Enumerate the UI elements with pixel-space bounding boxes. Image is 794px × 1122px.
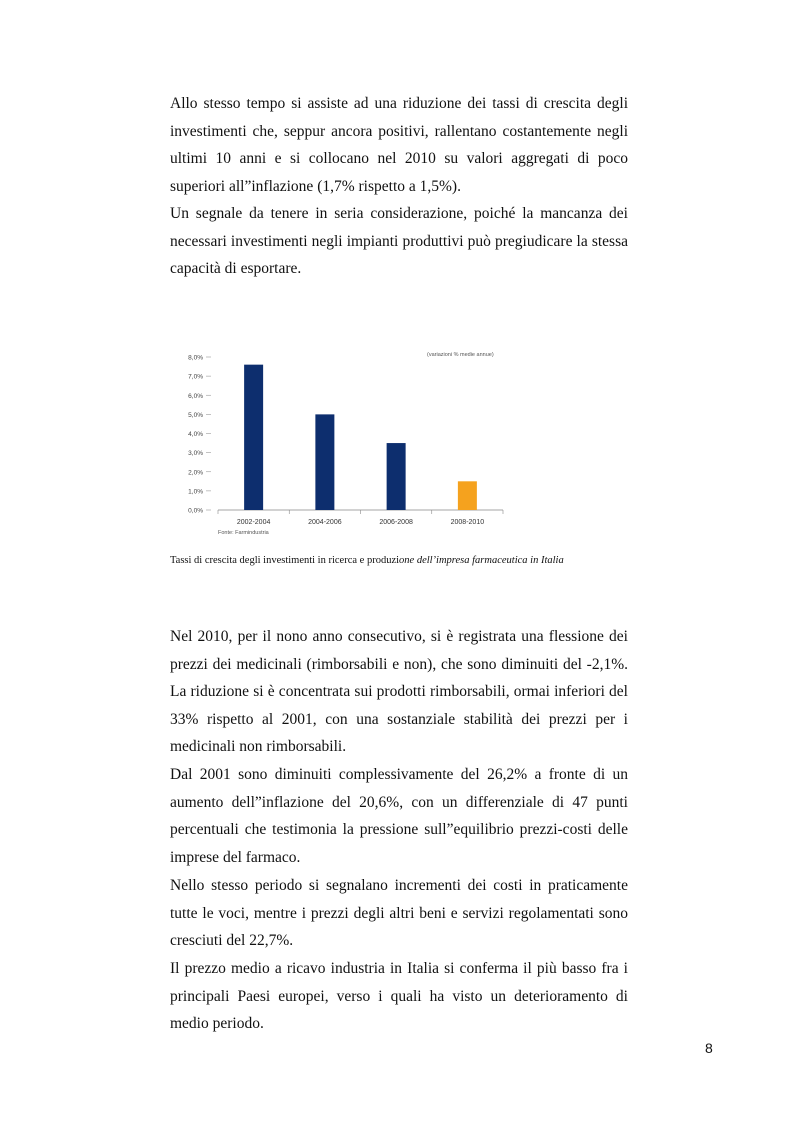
paragraph-6: Il prezzo medio a ricavo industria in Italia si conferma il più basso fra i principali Paesi europei, verso i quali ha visto un deterioramento di medio periodo. [170,960,628,1032]
y-tick-label: 4,0% [188,431,203,438]
x-tick-label: 2002-2004 [236,519,271,526]
paragraph-3: Nel 2010, per il nono anno consecutivo, si è registrata una flessione dei prezzi dei medicinali (rimborsabili e non), che sono diminuiti del -2,1%. La riduzione si è concentrata sui prodotti rimborsabili, ormai inferiori del 33% rispetto al 2001, con una sostanziale stabilità dei prezzi per i medicinali non rimborsabili. [170,628,628,755]
paragraph-2: Un segnale da tenere in seria considerazione, poiché la mancanza dei necessari investimenti negli impianti produttivi può pregiudicare la stessa capacità di esportare. [170,205,628,277]
chart-caption [170,555,564,566]
chart-source: Fonte: Farmindustria [218,530,269,536]
x-tick-label: 2004-2006 [308,519,342,526]
y-tick-label: 3,0% [188,450,203,458]
bar-2006-2008 [387,443,406,510]
bar-2008-2010 [458,481,477,510]
paragraph-1: Allo stesso tempo si assiste ad una riduzione dei tassi di crescita degli investimenti che, seppur ancora positivi, rallentano costantemente negli ultimi 10 anni e si collocano nel 2010 su valori aggregati di poco superiori all”inflazione (1,7% rispetto a 1,5%). [170,95,628,195]
chart-annotation: (variazioni % medie annue) [427,352,494,358]
y-tick-label: 7,0% [188,373,203,381]
y-tick-label: 0,0% [188,507,203,515]
bar-2004-2006 [315,414,334,510]
caption-italic: one dell’impresa farmaceutica in Italia [399,555,564,566]
y-tick-label: 6,0% [188,392,203,400]
x-tick-label: 2006-2008 [379,519,413,526]
bar-chart-svg [170,342,520,542]
paragraph-5: Nello stesso periodo si segnalano incrementi dei costi in praticamente tutte le voci, mentre i prezzi degli altri beni e servizi regolamentati sono cresciuti del 22,7%. [170,877,628,949]
bar-2002-2004 [244,365,263,510]
page-number: 8 [705,1040,713,1056]
investment-growth-chart [170,342,520,542]
y-tick-label: 2,0% [188,469,203,477]
paragraph-4: Dal 2001 sono diminuiti complessivamente del 26,2% a fronte di un aumento dell”inflazione del 20,6%, con un differenziale di 47 punti percentuali che testimonia la pressione sull”equilibrio prezzi-costi delle imprese del farmaco. [170,766,628,866]
y-tick-label: 8,0% [188,354,203,362]
y-tick-label: 5,0% [188,411,203,419]
caption-regular: Tassi di crescita degli investimenti in ricerca e produzi [170,555,400,566]
x-tick-label: 2008-2010 [450,519,485,526]
y-tick-label: 1,0% [188,488,203,496]
